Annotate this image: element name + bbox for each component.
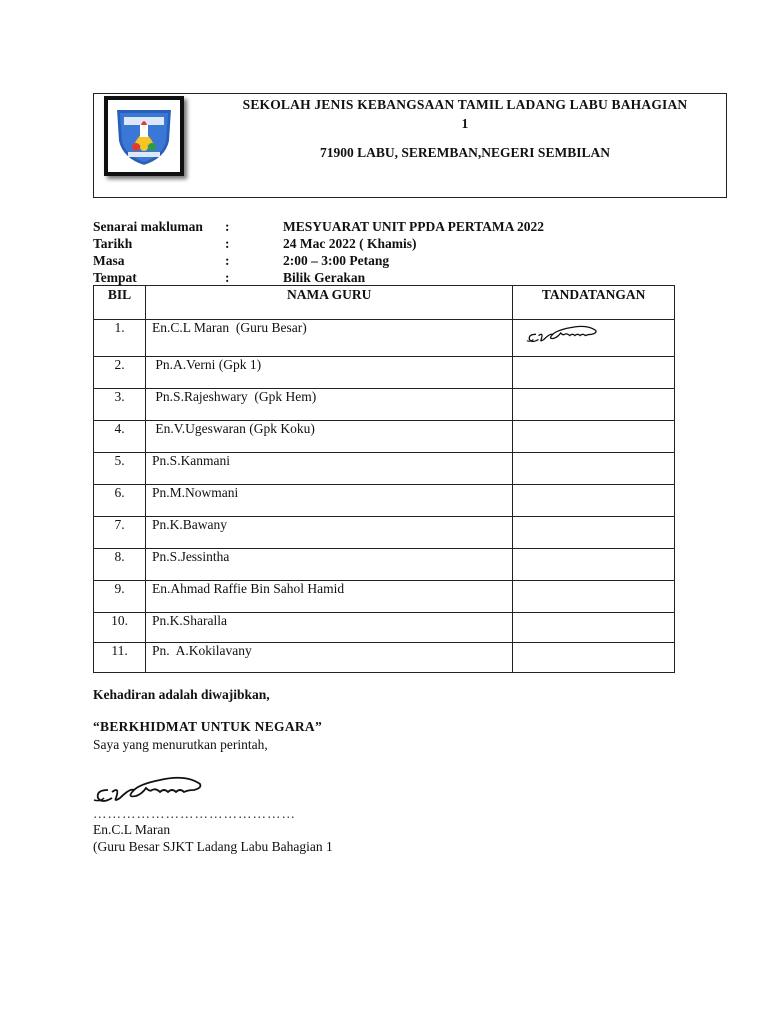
- table-row: [94, 613, 675, 643]
- row-signature-cell: [513, 485, 675, 517]
- row-bil: 7.: [94, 517, 146, 549]
- row-signature-cell: [513, 389, 675, 421]
- info-value: 2:00 – 3:00 Petang: [283, 253, 390, 268]
- row-signature-cell: [513, 643, 675, 673]
- table-row: [94, 643, 675, 673]
- row-teacher-name: Pn. A.Kokilavany: [146, 643, 513, 673]
- row-bil: 2.: [94, 357, 146, 389]
- row-signature-cell: [513, 357, 675, 389]
- row-teacher-name: Pn.M.Nowmani: [146, 485, 513, 517]
- signature-icon: [90, 768, 240, 808]
- row-signature-cell: [513, 581, 675, 613]
- row-teacher-name: Pn.K.Sharalla: [146, 613, 513, 643]
- info-label: Masa: [93, 253, 125, 268]
- table-row: [94, 389, 675, 421]
- row-signature-cell: [513, 320, 675, 357]
- row-teacher-name: Pn.S.Kanmani: [146, 453, 513, 485]
- row-bil: 4.: [94, 421, 146, 453]
- row-bil: 10.: [94, 613, 146, 643]
- attendance-table: [93, 285, 675, 673]
- row-teacher-name: Pn.A.Verni (Gpk 1): [146, 357, 513, 389]
- header-nama-guru: NAMA GURU: [146, 286, 513, 320]
- school-address: 71900 LABU, SEREMBAN,NEGERI SEMBILAN: [320, 145, 610, 160]
- row-bil: 8.: [94, 549, 146, 581]
- row-signature-cell: [513, 421, 675, 453]
- row-bil: 6.: [94, 485, 146, 517]
- info-label: Tempat: [93, 270, 137, 285]
- row-bil: 11.: [94, 643, 146, 673]
- header-tandatangan: TANDATANGAN: [513, 286, 675, 320]
- row-teacher-name: Pn.S.Rajeshwary (Gpk Hem): [146, 389, 513, 421]
- row-bil: 9.: [94, 581, 146, 613]
- signature-icon: [513, 320, 633, 346]
- info-colon: :: [225, 253, 230, 268]
- attendance-note: Kehadiran adalah diwajibkan,: [93, 687, 270, 702]
- table-header-row: [94, 286, 675, 320]
- school-name-line1: SEKOLAH JENIS KEBANGSAAN TAMIL LADANG LABU BAHAGIAN: [242, 97, 688, 112]
- info-label: Senarai makluman: [93, 219, 203, 234]
- signature-dotted-line: ……………………………………: [93, 806, 296, 821]
- info-value: 24 Mac 2022 ( Khamis): [283, 236, 417, 251]
- table-row: [94, 581, 675, 613]
- row-teacher-name: Pn.K.Bawany: [146, 517, 513, 549]
- row-bil: 3.: [94, 389, 146, 421]
- info-colon: :: [225, 219, 230, 234]
- row-teacher-name: En.Ahmad Raffie Bin Sahol Hamid: [146, 581, 513, 613]
- signer-name: En.C.L Maran: [93, 822, 171, 837]
- row-signature-cell: [513, 613, 675, 643]
- row-bil: 5.: [94, 453, 146, 485]
- row-bil: 1.: [94, 320, 146, 357]
- signer-title: (Guru Besar SJKT Ladang Labu Bahagian 1: [93, 839, 333, 854]
- info-colon: :: [225, 270, 230, 285]
- motto: “BERKHIDMAT UNTUK NEGARA”: [93, 719, 323, 734]
- row-signature-cell: [513, 549, 675, 581]
- info-colon: :: [225, 236, 230, 251]
- row-teacher-name: En.C.L Maran (Guru Besar): [146, 320, 513, 357]
- school-name-line2: 1: [461, 116, 469, 131]
- row-signature-cell: [513, 517, 675, 549]
- school-name: [205, 95, 725, 133]
- row-signature-cell: [513, 453, 675, 485]
- table-row: [94, 517, 675, 549]
- info-value: Bilik Gerakan: [283, 270, 366, 285]
- order-line: Saya yang menurutkan perintah,: [93, 737, 268, 752]
- school-logo: [104, 96, 184, 176]
- table-row: [94, 549, 675, 581]
- table-row: [94, 421, 675, 453]
- info-label: Tarikh: [93, 236, 133, 251]
- table-row: [94, 357, 675, 389]
- row-teacher-name: Pn.S.Jessintha: [146, 549, 513, 581]
- table-row: [94, 453, 675, 485]
- row-teacher-name: En.V.Ugeswaran (Gpk Koku): [146, 421, 513, 453]
- table-row: [94, 485, 675, 517]
- header-bil: BIL: [94, 286, 146, 320]
- info-value: MESYUARAT UNIT PPDA PERTAMA 2022: [283, 219, 545, 234]
- school-crest-icon: [110, 103, 178, 169]
- table-row: [94, 320, 675, 357]
